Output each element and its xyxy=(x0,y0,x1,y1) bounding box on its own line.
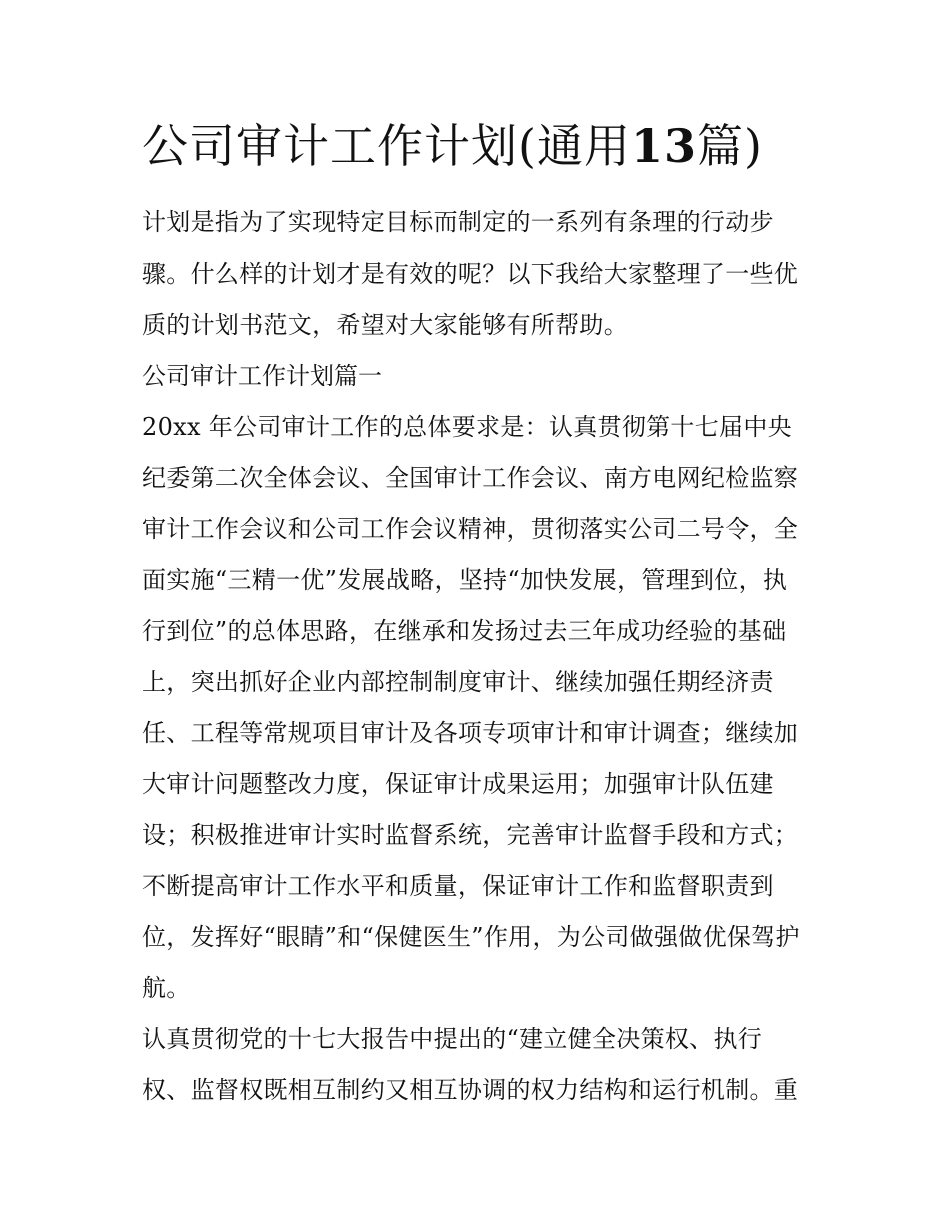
paragraph-line: 认真贯彻党的十七大报告中提出的“建立健全决策权、执行 xyxy=(142,1025,763,1053)
paragraph-line: 纪委第二次全体会议、全国审计工作会议、南方电网纪检监察 xyxy=(142,464,799,492)
intro-line: 计划是指为了实现特定目标而制定的一系列有条理的行动步 xyxy=(142,208,774,236)
paragraph-line: 不断提高审计工作水平和质量，保证审计工作和监督职责到 xyxy=(142,872,774,900)
paragraph-line: 审计工作会议和公司工作会议精神，贯彻落实公司二号令，全 xyxy=(142,515,799,543)
paragraph-line: 大审计问题整改力度，保证审计成果运用；加强审计队伍建 xyxy=(142,770,774,798)
title-text-part1: 公司审计工作计划(通用 xyxy=(142,119,631,173)
paragraph-line: 上，突出抓好企业内部控制制度审计、继续加强任期经济责 xyxy=(142,668,774,696)
paragraph-line: 行到位”的总体思路，在继承和发扬过去三年成功经验的基础 xyxy=(142,617,787,645)
paragraph-line: 任、工程等常规项目审计及各项专项审计和审计调查；继续加 xyxy=(142,719,799,747)
paragraph-line: 权、监督权既相互制约又相互协调的权力结构和运行机制。重 xyxy=(142,1076,799,1104)
intro-line: 骤。什么样的计划才是有效的呢？以下我给大家整理了一些优 xyxy=(142,260,799,288)
title-text-number: 13 xyxy=(630,119,697,173)
section-heading: 公司审计工作计划篇一 xyxy=(142,362,382,390)
paragraph-line: 设；积极推进审计实时监督系统，完善审计监督手段和方式； xyxy=(142,821,799,849)
paragraph-line: 航。 xyxy=(142,974,191,1002)
paragraph-line: 面实施“三精一优”发展战略，坚持“加快发展，管理到位，执 xyxy=(142,566,788,594)
paragraph-line: 位，发挥好“眼睛”和“保健医生”作用，为公司做强做优保驾护 xyxy=(142,923,800,951)
intro-line: 质的计划书范文，希望对大家能够有所帮助。 xyxy=(142,311,628,339)
title-text-part2: 篇) xyxy=(696,119,763,173)
paragraph-line: 20xx 年公司审计工作的总体要求是：认真贯彻第十七届中央 xyxy=(142,413,792,441)
document-title xyxy=(142,116,842,176)
